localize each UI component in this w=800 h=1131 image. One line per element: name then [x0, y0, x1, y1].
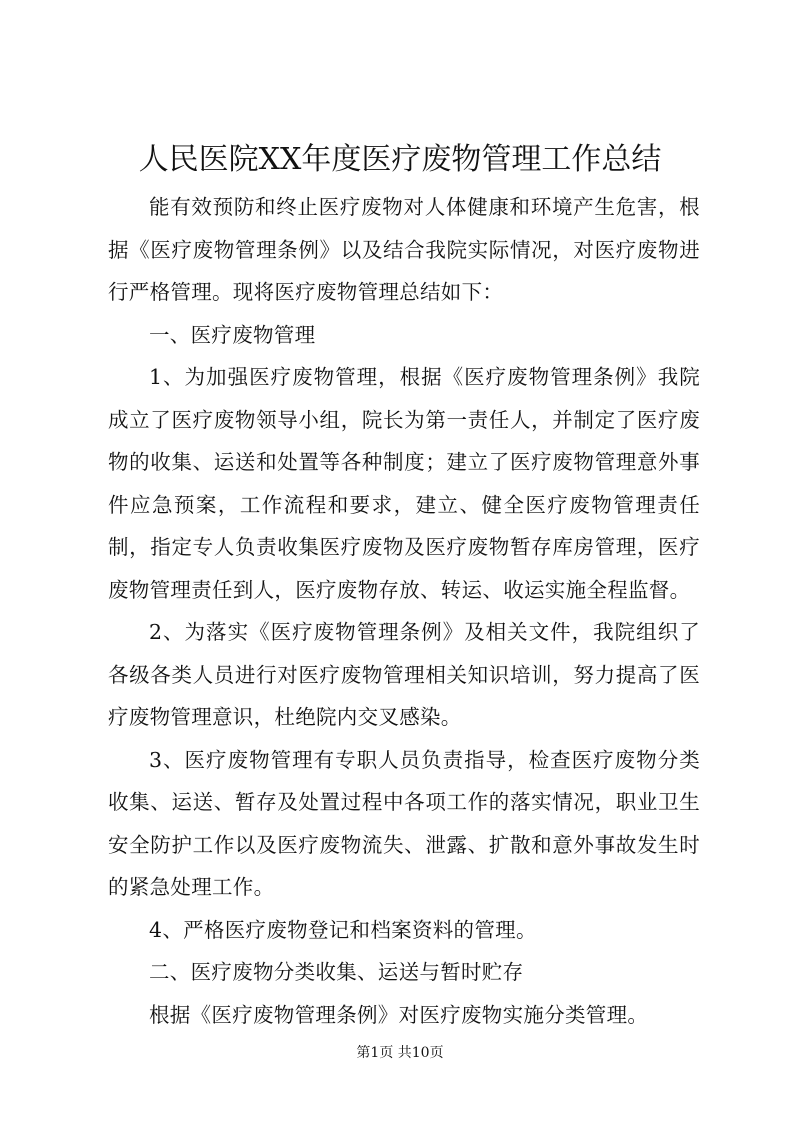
section-heading-2: 二、医疗废物分类收集、运送与暂时贮存 [149, 960, 524, 984]
document-body [108, 186, 700, 1036]
paragraph-item-4: 4、严格医疗废物登记和档案资料的管理。 [149, 917, 537, 942]
paragraph-item-2: 2、为落实《医疗废物管理条例》及相关文件，我院组织了各级各类人员进行对医疗废物管理相关知识培训，努力提高了医疗废物管理意识，杜绝院内交叉感染。 [108, 620, 700, 729]
section-heading-1: 一、医疗废物管理 [149, 322, 316, 347]
paragraph-item-3: 3、医疗废物管理有专职人员负责指导，检查医疗废物分类收集、运送、暂存及处置过程中各项工作的落实情况，职业卫生安全防护工作以及医疗废物流失、泄露、扩散和意外事故发生时的紧急处理工作。 [108, 747, 700, 899]
intro-paragraph: 能有效预防和终止医疗废物对人体健康和环境产生危害，根据《医疗废物管理条例》以及结合我院实际情况，对医疗废物进行严格管理。现将医疗废物管理总结如下： [108, 195, 700, 304]
page-number-footer: 第1页 共10页 [356, 1045, 444, 1061]
document-title: 人民医院XX年度医疗废物管理工作总结 [138, 142, 662, 177]
paragraph-item-1: 1、为加强医疗废物管理，根据《医疗废物管理条例》我院成立了医疗废物领导小组，院长为第一责任人，并制定了医疗废物的收集、运送和处置等各种制度；建立了医疗废物管理意外事件应急预案，工作流程和要求，建立、健全医疗废物管理责任制，指定专人负责收集医疗废物及医疗废物暂存库房管理，医疗废物管理责任到人，医疗废物存放、转运、收运实施全程监督。 [108, 365, 700, 602]
closing-paragraph: 根据《医疗废物管理条例》对医疗废物实施分类管理。 [149, 1002, 649, 1027]
